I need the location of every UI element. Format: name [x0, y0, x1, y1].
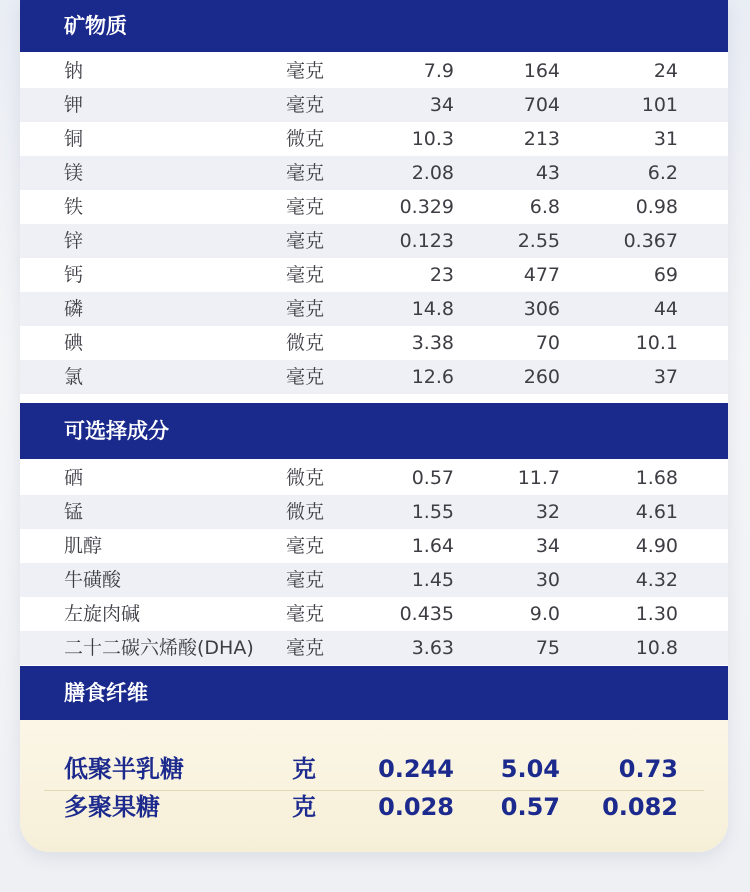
value-col-1: 14.8 — [411, 298, 454, 320]
value-col-2: 260 — [523, 366, 560, 388]
fiber-section — [20, 720, 728, 852]
value-col-2: 0.57 — [500, 793, 560, 821]
nutrient-name: 钠 — [64, 60, 84, 82]
value-col-3: 0.082 — [602, 793, 678, 821]
value-col-3: 6.2 — [647, 162, 678, 184]
nutrient-unit: 微克 — [286, 467, 325, 489]
table-row — [20, 190, 728, 224]
table-row — [20, 495, 728, 529]
nutrient-unit: 毫克 — [286, 264, 325, 286]
value-col-3: 101 — [641, 94, 678, 116]
table-row — [20, 156, 728, 190]
nutrient-name: 钾 — [64, 94, 84, 116]
value-col-3: 4.90 — [635, 535, 678, 557]
value-col-2: 34 — [535, 535, 560, 557]
value-col-2: 9.0 — [529, 603, 560, 625]
value-col-3: 44 — [653, 298, 678, 320]
nutrient-name: 氯 — [64, 366, 84, 388]
nutrient-unit: 毫克 — [286, 196, 325, 218]
nutrient-name: 钙 — [64, 264, 84, 286]
nutrient-name: 铜 — [64, 128, 84, 150]
value-col-2: 477 — [523, 264, 560, 286]
value-col-3: 0.98 — [635, 196, 678, 218]
nutrient-unit: 毫克 — [286, 162, 325, 184]
nutrient-unit: 克 — [292, 793, 316, 821]
table-row — [20, 258, 728, 292]
nutrient-name: 牛磺酸 — [64, 569, 122, 591]
section-header-optional — [20, 403, 728, 459]
value-col-1: 1.64 — [411, 535, 454, 557]
section-title: 膳食纤维 — [64, 681, 148, 705]
value-col-3: 4.61 — [635, 501, 678, 523]
table-row — [20, 788, 728, 826]
nutrition-table-card — [20, 0, 728, 852]
table-row — [20, 750, 728, 788]
nutrient-unit: 微克 — [286, 501, 325, 523]
value-col-1: 0.57 — [411, 467, 454, 489]
value-col-1: 0.435 — [399, 603, 454, 625]
nutrient-unit: 克 — [292, 755, 316, 783]
value-col-1: 7.9 — [423, 60, 454, 82]
value-col-1: 3.63 — [411, 637, 454, 659]
value-col-1: 0.329 — [399, 196, 454, 218]
value-col-2: 704 — [523, 94, 560, 116]
nutrient-unit: 毫克 — [286, 366, 325, 388]
value-col-3: 10.1 — [635, 332, 678, 354]
section-header-minerals — [20, 0, 728, 52]
section-title: 矿物质 — [64, 14, 127, 38]
value-col-1: 12.6 — [411, 366, 454, 388]
value-col-1: 0.123 — [399, 230, 454, 252]
value-col-1: 10.3 — [411, 128, 454, 150]
value-col-3: 4.32 — [635, 569, 678, 591]
value-col-3: 0.367 — [623, 230, 678, 252]
value-col-2: 11.7 — [517, 467, 560, 489]
section-header-fiber — [20, 666, 728, 720]
nutrient-unit: 毫克 — [286, 535, 325, 557]
value-col-2: 306 — [523, 298, 560, 320]
nutrient-unit: 毫克 — [286, 603, 325, 625]
table-row — [20, 529, 728, 563]
nutrient-name: 肌醇 — [64, 535, 103, 557]
section-title: 可选择成分 — [64, 419, 169, 443]
value-col-3: 37 — [653, 366, 678, 388]
table-row — [20, 597, 728, 631]
table-row — [20, 224, 728, 258]
value-col-3: 24 — [653, 60, 678, 82]
value-col-2: 30 — [535, 569, 560, 591]
value-col-3: 1.30 — [635, 603, 678, 625]
value-col-3: 10.8 — [635, 637, 678, 659]
nutrient-name: 二十二碳六烯酸(DHA) — [64, 637, 254, 659]
nutrient-name: 低聚半乳糖 — [64, 755, 184, 783]
nutrient-name: 锌 — [64, 230, 84, 252]
nutrient-name: 多聚果糖 — [64, 793, 160, 821]
value-col-1: 3.38 — [411, 332, 454, 354]
table-row — [20, 326, 728, 360]
nutrient-unit: 微克 — [286, 128, 325, 150]
nutrient-unit: 微克 — [286, 332, 325, 354]
nutrient-name: 碘 — [64, 332, 84, 354]
nutrient-name: 铁 — [64, 196, 84, 218]
table-row — [20, 122, 728, 156]
nutrient-unit: 毫克 — [286, 230, 325, 252]
table-row — [20, 563, 728, 597]
value-col-1: 2.08 — [411, 162, 454, 184]
table-row — [20, 631, 728, 665]
value-col-1: 0.244 — [378, 755, 454, 783]
nutrient-name: 镁 — [64, 162, 84, 184]
value-col-3: 0.73 — [618, 755, 678, 783]
table-row — [20, 88, 728, 122]
nutrient-unit: 毫克 — [286, 94, 325, 116]
nutrient-unit: 毫克 — [286, 637, 325, 659]
value-col-2: 43 — [535, 162, 560, 184]
value-col-3: 69 — [653, 264, 678, 286]
value-col-2: 213 — [523, 128, 560, 150]
value-col-1: 1.55 — [411, 501, 454, 523]
table-row — [20, 461, 728, 495]
nutrient-name: 左旋肉碱 — [64, 603, 141, 625]
value-col-2: 70 — [535, 332, 560, 354]
nutrient-name: 硒 — [64, 467, 84, 489]
value-col-2: 164 — [523, 60, 560, 82]
value-col-1: 34 — [429, 94, 454, 116]
value-col-3: 1.68 — [635, 467, 678, 489]
nutrient-unit: 毫克 — [286, 569, 325, 591]
nutrient-unit: 毫克 — [286, 60, 325, 82]
table-row — [20, 54, 728, 88]
nutrient-name: 锰 — [64, 501, 84, 523]
value-col-2: 32 — [535, 501, 560, 523]
value-col-2: 75 — [535, 637, 560, 659]
value-col-1: 1.45 — [411, 569, 454, 591]
value-col-2: 2.55 — [517, 230, 560, 252]
value-col-2: 5.04 — [500, 755, 560, 783]
value-col-3: 31 — [653, 128, 678, 150]
nutrient-unit: 毫克 — [286, 298, 325, 320]
value-col-1: 23 — [429, 264, 454, 286]
value-col-2: 6.8 — [529, 196, 560, 218]
nutrient-name: 磷 — [64, 298, 84, 320]
table-row — [20, 292, 728, 326]
value-col-1: 0.028 — [378, 793, 454, 821]
table-row — [20, 360, 728, 394]
